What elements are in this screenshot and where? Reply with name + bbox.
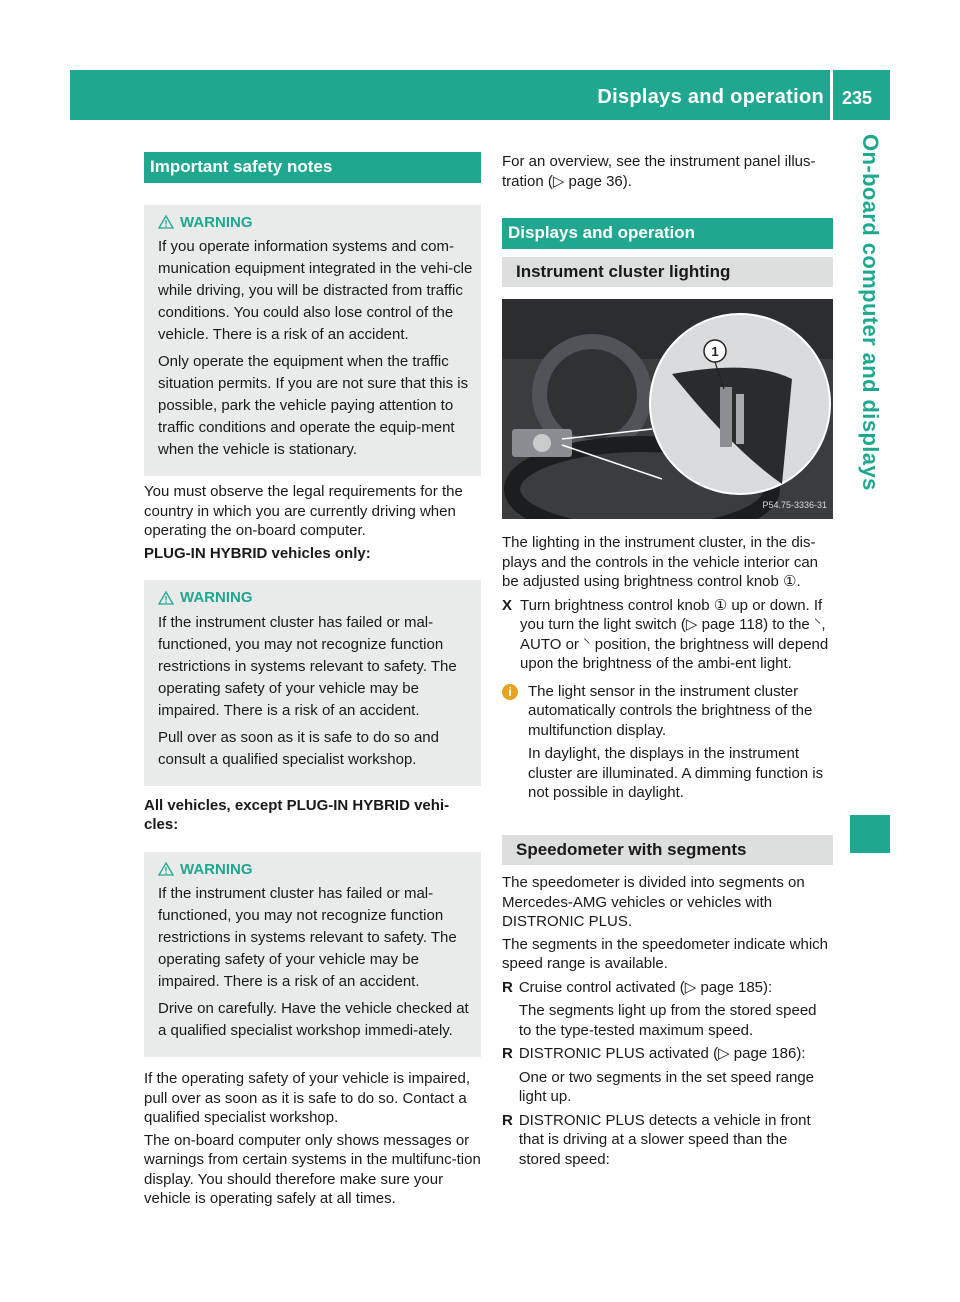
warning-triangle-icon	[158, 215, 174, 229]
list-item-text: DISTRONIC PLUS detects a vehicle in front that is driving at a slower speed than the stored speed:	[518, 1111, 811, 1168]
side-tab-marker	[850, 815, 890, 853]
section-heading: Important safety notes	[144, 152, 481, 183]
list-item-text: Cruise control activated (▷ page 185):	[518, 978, 773, 996]
body-text: You must observe the legal requirements for the country in which you are currently driving when operating the on-board computer.	[144, 483, 463, 539]
page-number: 235	[842, 88, 873, 108]
body-text: The on-board computer only shows messages or warnings from certain systems in the multifunc-tion display. You should therefore make sure your vehicle is operating safely at all times.	[144, 1131, 481, 1207]
warning-text: If the instrument cluster has failed or mal-functioned, you may not recognize function restrictions in systems relevant to safety. The operating safety of your vehicle may be impaired. There is a risk of an accident.	[158, 613, 457, 719]
bullet-icon: R	[502, 978, 513, 996]
list-item	[502, 1044, 833, 1107]
warning-title: WARNING	[158, 860, 473, 880]
right-column	[502, 152, 833, 1169]
body-text: The speedometer is divided into segments on Mercedes-AMG vehicles or vehicles with DISTRONIC PLUS.	[502, 874, 805, 930]
body-text: The lighting in the instrument cluster, in the dis-plays and the controls in the vehicle interior can be adjusted using brightness control knob ①.	[502, 534, 819, 590]
body-text: For an overview, see the instrument panel illus-tration (▷ page 36).	[502, 153, 816, 190]
warning-box	[144, 580, 481, 786]
section-heading: Displays and operation	[502, 218, 833, 249]
dashboard-illustration	[502, 299, 833, 519]
subsection-heading: Instrument cluster lighting	[502, 257, 833, 288]
list-item	[502, 1111, 833, 1170]
warning-box	[144, 205, 481, 477]
step-text: Turn brightness control knob ① up or down. If you turn the light switch (▷ page 118) to the ⸌, AUTO or ⸌ position, the brightness will depend upon the brightness of the ambi-ent light.	[520, 596, 829, 672]
subheading: PLUG-IN HYBRID vehicles only:	[144, 544, 371, 562]
subsection-heading: Speedometer with segments	[502, 835, 833, 866]
subheading: All vehicles, except PLUG-IN HYBRID vehi-cles:	[144, 796, 450, 833]
list-item-subtext: The segments light up from the stored speed to the type-tested maximum speed.	[518, 1002, 817, 1039]
side-chapter-tab: On-board computer and displays	[858, 134, 883, 491]
warning-title: WARNING	[158, 213, 473, 233]
warning-box	[144, 852, 481, 1058]
figure-code: P54.75-3336-31	[762, 499, 827, 510]
info-note	[502, 682, 833, 807]
running-header-title: Displays and operation	[597, 86, 824, 108]
warning-text: Pull over as soon as it is safe to do so and consult a qualified specialist workshop.	[158, 728, 439, 768]
warning-triangle-icon	[158, 862, 174, 876]
warning-text: Only operate the equipment when the traffic situation permits. If you are not sure that this is possible, park the vehicle paying attention to traffic conditions and operate the equip-ment when the vehicle is stationary.	[158, 353, 469, 458]
warning-text: If the instrument cluster has failed or mal-functioned, you may not recognize function restrictions in systems relevant to safety. The operating safety of your vehicle may be impaired. There is a risk of an accident.	[158, 885, 457, 990]
header-separator	[830, 70, 833, 120]
warning-triangle-icon	[158, 591, 174, 605]
instruction-step	[502, 596, 833, 674]
warning-text: If you operate information systems and com-munication equipment integrated in the vehi-cle while driving, you will be distracted from traffic conditions. You could also lose control of the vehicle. There is a risk of an accident.	[158, 238, 473, 343]
info-text: The light sensor in the instrument cluster automatically controls the brightness of the multifunction display.	[528, 682, 813, 739]
info-text: In daylight, the displays in the instrument cluster are illuminated. A dimming function is not possible in daylight.	[528, 745, 824, 801]
list-item	[502, 978, 833, 1041]
left-column	[144, 152, 481, 1212]
bullet-icon: R	[502, 1045, 513, 1062]
bullet-icon: R	[502, 1111, 513, 1129]
body-text: If the operating safety of your vehicle is impaired, pull over as soon as it is safe to do so. Contact a qualified specialist workshop.	[144, 1070, 471, 1126]
instrument-cluster-figure	[502, 299, 833, 519]
step-arrow-icon: X	[502, 596, 513, 614]
body-text: The segments in the speedometer indicate which speed range is available.	[502, 935, 829, 972]
info-icon: i	[502, 684, 518, 700]
list-item-subtext: One or two segments in the set speed range light up.	[518, 1068, 815, 1105]
warning-text: Drive on carefully. Have the vehicle checked at a qualified specialist workshop immedi-ately.	[158, 1000, 469, 1039]
figure-callout-number: 1	[711, 344, 719, 359]
list-item-text: DISTRONIC PLUS activated (▷ page 186):	[518, 1045, 806, 1062]
warning-title: WARNING	[158, 588, 473, 608]
